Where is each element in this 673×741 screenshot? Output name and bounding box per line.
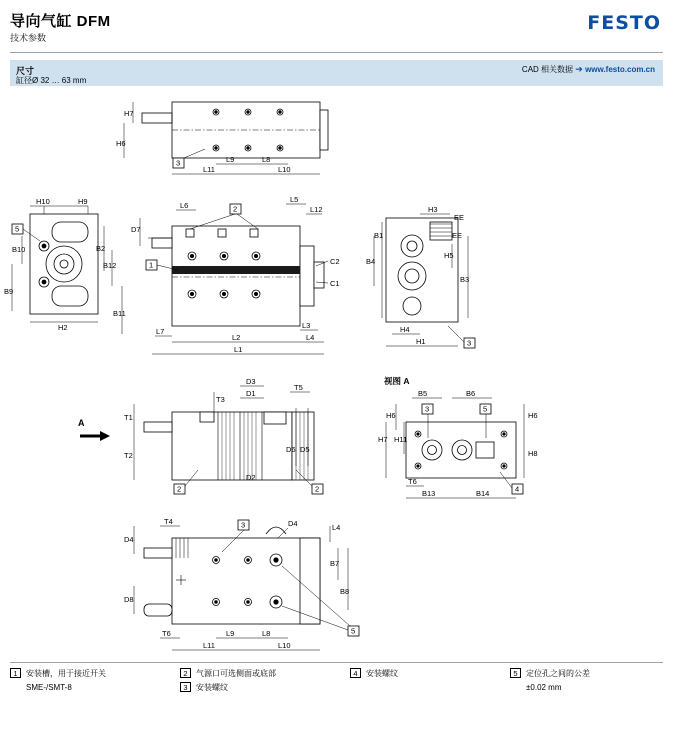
svg-text:T4: T4 <box>164 517 173 526</box>
bottom-view <box>124 517 359 650</box>
svg-text:3: 3 <box>241 520 246 530</box>
svg-text:L6: L6 <box>180 201 189 210</box>
svg-text:T3: T3 <box>216 395 225 404</box>
svg-text:2: 2 <box>315 484 320 494</box>
svg-text:B1: B1 <box>374 231 384 240</box>
header-divider <box>10 52 663 53</box>
technical-drawing <box>0 86 673 661</box>
svg-text:H6: H6 <box>386 411 396 420</box>
svg-text:L11: L11 <box>203 165 215 174</box>
svg-text:D6: D6 <box>286 445 296 454</box>
svg-text:5: 5 <box>483 404 488 414</box>
callout-text-5: 定位孔之间的公差 <box>526 669 590 678</box>
svg-text:B13: B13 <box>422 489 436 498</box>
callout-text-4: 安装螺纹 <box>366 669 398 678</box>
svg-text:2: 2 <box>233 204 238 214</box>
svg-text:B14: B14 <box>476 489 490 498</box>
svg-text:L1: L1 <box>234 345 243 354</box>
svg-text:L10: L10 <box>278 165 291 174</box>
svg-text:T2: T2 <box>124 451 133 460</box>
svg-text:H7: H7 <box>124 109 134 118</box>
svg-text:1: 1 <box>149 260 154 270</box>
svg-text:L8: L8 <box>262 629 271 638</box>
svg-text:3: 3 <box>467 338 472 348</box>
legend-col-1 <box>10 668 170 693</box>
svg-text:H3: H3 <box>428 205 438 214</box>
svg-text:H5: H5 <box>444 251 454 260</box>
svg-text:D1: D1 <box>246 389 256 398</box>
section-view <box>78 377 323 494</box>
callout-number-3: 3 <box>180 682 191 692</box>
callout-sub-1: SME-/SMT-8 <box>26 683 72 692</box>
cad-link[interactable] <box>522 64 655 75</box>
svg-text:L2: L2 <box>232 333 241 342</box>
svg-text:H9: H9 <box>78 197 88 206</box>
legend-col-2 <box>180 668 335 696</box>
svg-text:T6: T6 <box>162 629 171 638</box>
svg-text:H8: H8 <box>528 449 538 458</box>
svg-text:L4: L4 <box>332 523 341 532</box>
legend-item-4 <box>350 668 500 679</box>
svg-text:C1: C1 <box>330 279 340 288</box>
legend-item-2 <box>180 668 335 679</box>
svg-text:5: 5 <box>15 224 20 234</box>
callout-number-1: 1 <box>10 668 21 678</box>
footer-divider <box>10 662 663 663</box>
svg-text:B2: B2 <box>96 244 106 253</box>
svg-text:D3: D3 <box>246 377 256 386</box>
callout-sub-5: ±0.02 mm <box>526 683 562 692</box>
svg-text:D8: D8 <box>124 595 134 604</box>
callout-number-4: 4 <box>350 668 361 678</box>
page-title: 导向气缸 DFM <box>10 13 111 30</box>
svg-text:B6: B6 <box>466 389 476 398</box>
svg-text:L9: L9 <box>226 155 235 164</box>
svg-text:T1: T1 <box>124 413 133 422</box>
svg-text:D4: D4 <box>288 519 298 528</box>
svg-text:4: 4 <box>515 484 520 494</box>
callout-number-2: 2 <box>180 668 191 678</box>
callout-text-2: 气源口可选侧面或底部 <box>196 669 276 678</box>
svg-text:B10: B10 <box>12 245 26 254</box>
callout-number-5: 5 <box>510 668 521 678</box>
svg-text:T5: T5 <box>294 383 303 392</box>
svg-text:L4: L4 <box>306 333 315 342</box>
section-subtitle: 缸径Ø 32 … 63 mm <box>16 76 87 85</box>
main-front-view <box>103 195 340 354</box>
svg-text:EE: EE <box>454 213 465 222</box>
top-view <box>116 102 328 174</box>
svg-text:H4: H4 <box>400 325 410 334</box>
svg-text:D5: D5 <box>300 445 310 454</box>
legend-col-4 <box>510 668 665 693</box>
svg-text:2: 2 <box>177 484 182 494</box>
svg-text:EE: EE <box>452 231 463 240</box>
svg-text:H7: H7 <box>378 435 388 444</box>
svg-text:L9: L9 <box>226 629 235 638</box>
svg-text:B5: B5 <box>418 389 428 398</box>
legend-col-3 <box>350 668 500 682</box>
svg-text:3: 3 <box>176 158 181 168</box>
svg-text:视图 A: 视图 A <box>384 376 410 386</box>
svg-text:B9: B9 <box>4 287 14 296</box>
arrow-icon: ➔ <box>575 64 583 74</box>
legend-item-5 <box>510 668 665 679</box>
svg-text:B3: B3 <box>460 275 470 284</box>
page-subtitle: 技术参数 <box>10 33 47 43</box>
svg-text:B7: B7 <box>330 559 340 568</box>
svg-text:D2: D2 <box>246 473 256 482</box>
svg-text:T6: T6 <box>408 477 417 486</box>
legend-item-3 <box>180 682 335 693</box>
svg-text:3: 3 <box>425 404 430 414</box>
svg-text:H10: H10 <box>36 197 50 206</box>
svg-text:L8: L8 <box>262 155 271 164</box>
svg-text:A: A <box>78 418 85 428</box>
svg-text:H6: H6 <box>528 411 538 420</box>
svg-text:B11: B11 <box>113 309 126 318</box>
drawing-area <box>0 86 673 661</box>
svg-text:H11: H11 <box>394 435 408 444</box>
section-bar <box>10 60 663 86</box>
svg-text:5: 5 <box>351 626 356 636</box>
svg-text:B4: B4 <box>366 257 376 266</box>
festo-logo: FESTO <box>587 12 661 34</box>
cad-label: CAD 相关数据 <box>521 65 574 74</box>
svg-text:L5: L5 <box>290 195 299 204</box>
left-end-view <box>4 197 105 332</box>
svg-text:D7: D7 <box>131 225 141 234</box>
view-a <box>378 376 538 498</box>
svg-text:L11: L11 <box>203 641 215 650</box>
svg-text:D4: D4 <box>124 535 134 544</box>
svg-text:L12: L12 <box>310 205 323 214</box>
svg-text:H1: H1 <box>416 337 426 346</box>
svg-text:H6: H6 <box>116 139 126 148</box>
svg-text:B8: B8 <box>340 587 350 596</box>
callout-text-1: 安装槽，用于接近开关 <box>26 669 106 678</box>
callout-text-3: 安装螺纹 <box>196 683 228 692</box>
svg-text:L10: L10 <box>278 641 291 650</box>
section-title: 尺寸 <box>16 66 35 76</box>
right-end-view <box>366 205 475 348</box>
svg-text:L3: L3 <box>302 321 311 330</box>
legend-item-1 <box>10 668 170 679</box>
svg-text:L7: L7 <box>156 327 165 336</box>
cad-url: www.festo.com.cn <box>585 65 655 74</box>
svg-text:H2: H2 <box>58 323 68 332</box>
svg-text:C2: C2 <box>330 257 340 266</box>
svg-text:B12: B12 <box>103 261 117 270</box>
